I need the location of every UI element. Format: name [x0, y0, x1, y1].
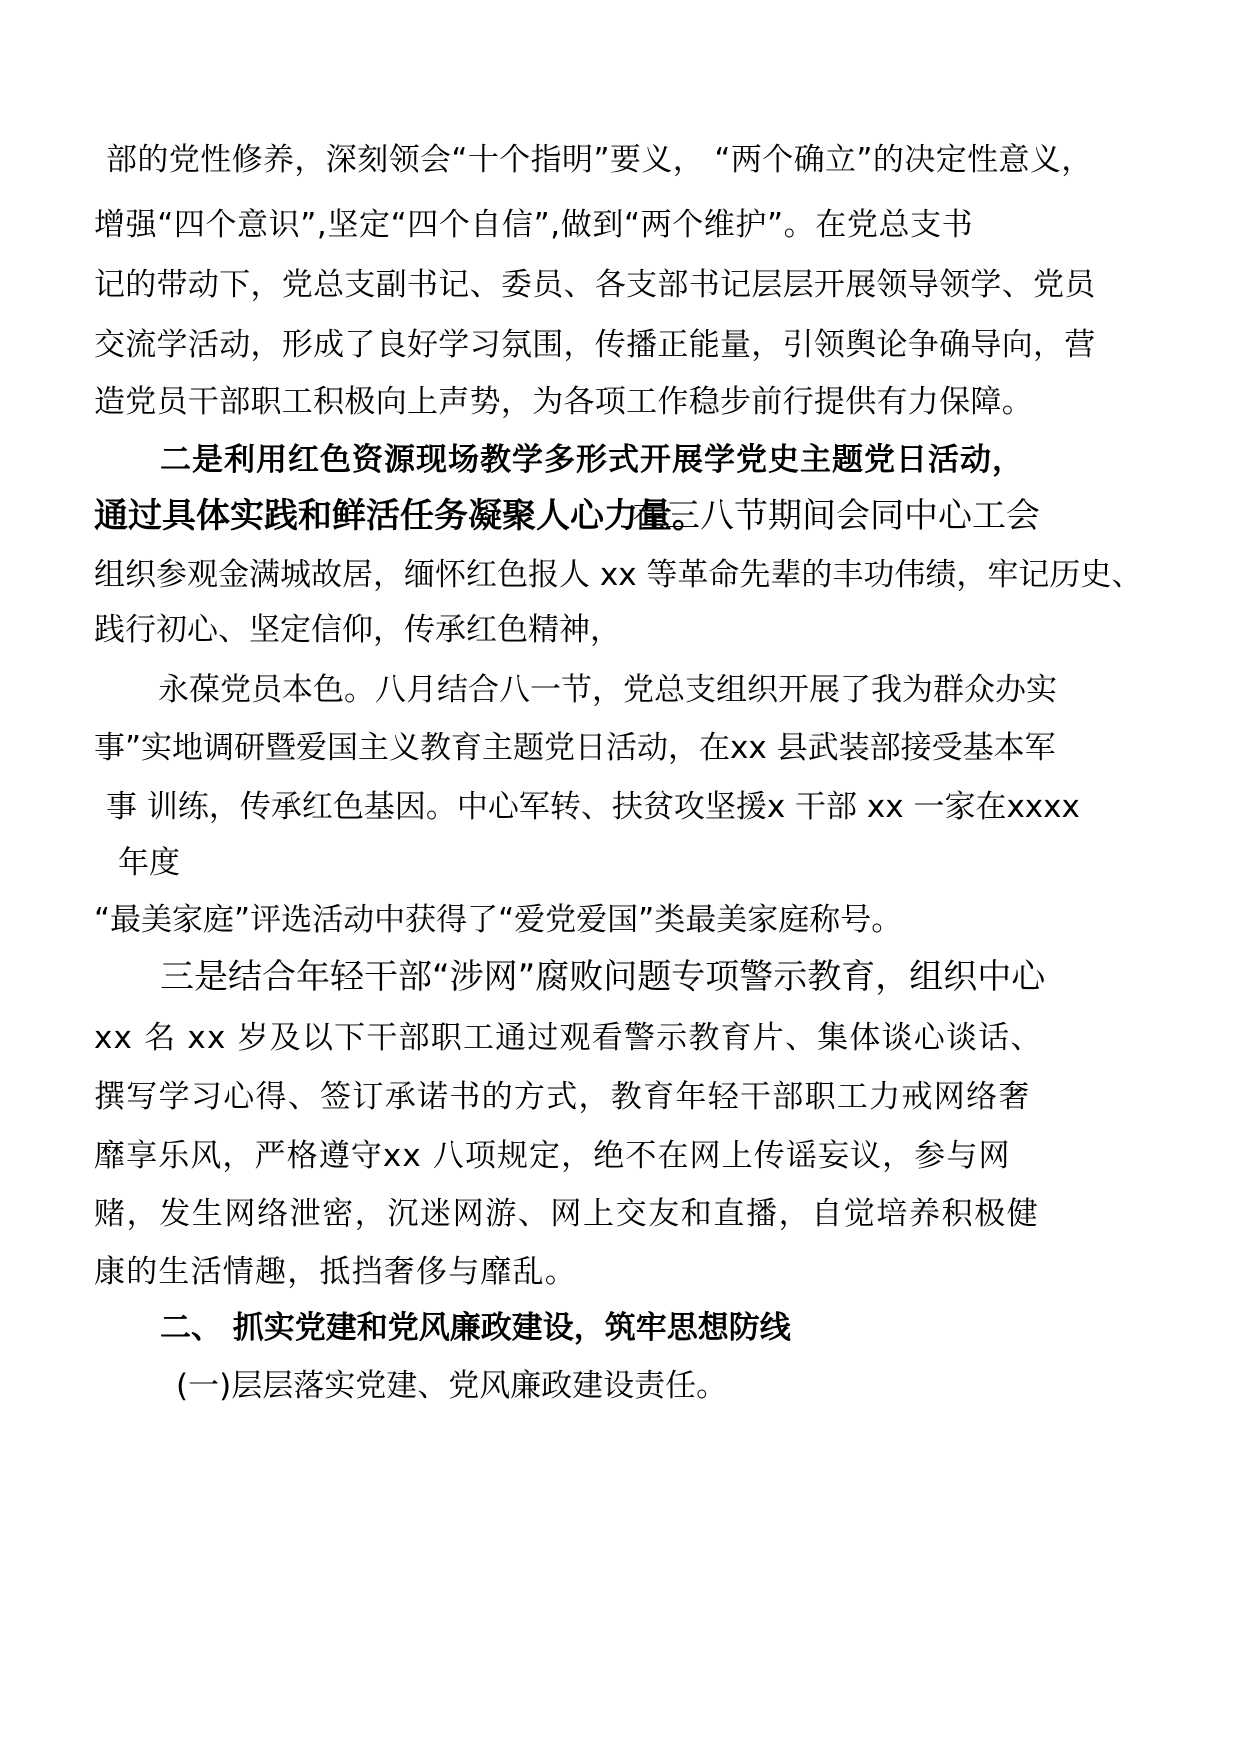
text-line-2: 增强“四个意识”,坚定“四个自信”,做到“两个维护”。在党总支书 [94, 207, 974, 243]
text-line-18: 靡享乐风，严格遵守xx 八项规定，绝不在网上传谣妄议，参与网 [94, 1138, 1011, 1174]
text-line-7: 在三八节期间会同中心工会 [632, 496, 1040, 536]
text-line-5: 造党员干部职工积极向上声势，为各项工作稳步前行提供有力保障。 [94, 384, 1033, 420]
text-line-1: 部的党性修养，深刻领会“十个指明”要义， “两个确立”的决定性意义， [106, 142, 1093, 178]
heading-point-2-line-2: 通过具体实践和鲜活任务凝聚人心力量。 [94, 496, 706, 536]
heading-point-2-line-1: 二是利用红色资源现场教学多形式开展学党史主题党日活动， [160, 442, 1024, 478]
text-line-4: 交流学活动，形成了良好学习氛围，传播正能量，引领舆论争确导向，营 [94, 327, 1096, 363]
text-line-9: 践行初心、坚定信仰，传承红色精神， [94, 612, 621, 648]
text-line-8: 组织参观金满城故居，缅怀红色报人 xx 等革命先辈的丰功伟绩，牢记历史、 [94, 557, 1143, 593]
text-line-19: 赌，发生网络泄密，沉迷网游、网上交友和直播，自觉培养积极健 [94, 1196, 1040, 1232]
text-line-12: 事 训练，传承红色基因。中心军转、扶贫攻坚援x 干部 xx 一家在xxxx [106, 789, 1080, 825]
section-heading-2: 二、 抓实党建和党风廉政建设，筑牢思想防线 [160, 1310, 791, 1346]
text-line-14: “最美家庭”评选活动中获得了“爱党爱国”类最美家庭称号。 [94, 902, 903, 938]
text-line-17: 撰写学习心得、签订承诺书的方式，教育年轻干部职工力戒网络奢 [94, 1079, 1031, 1115]
text-line-13: 年度 [118, 845, 180, 881]
text-line-11: 事”实地调研暨爱国主义教育主题党日活动，在xx 县武装部接受基本军 [94, 730, 1056, 766]
heading-point-3-line: 三是结合年轻干部“涉网”腐败问题专项警示教育，组织中心 [160, 957, 1046, 997]
text-line-16: xx 名 xx 岁及以下干部职工通过观看警示教育片、集体谈心谈话、 [94, 1020, 1043, 1056]
text-line-20: 康的生活情趣，抵挡奢侈与靡乱。 [94, 1254, 577, 1290]
text-line-3: 记的带动下，党总支副书记、委员、各支部书记层层开展领导领学、党员 [94, 267, 1096, 303]
subsection-heading-1: (一)层层落实党建、党风廉政建设责任。 [176, 1368, 728, 1404]
text-line-10: 永葆党员本色。八月结合八一节，党总支组织开展了我为群众办实 [158, 672, 1057, 708]
